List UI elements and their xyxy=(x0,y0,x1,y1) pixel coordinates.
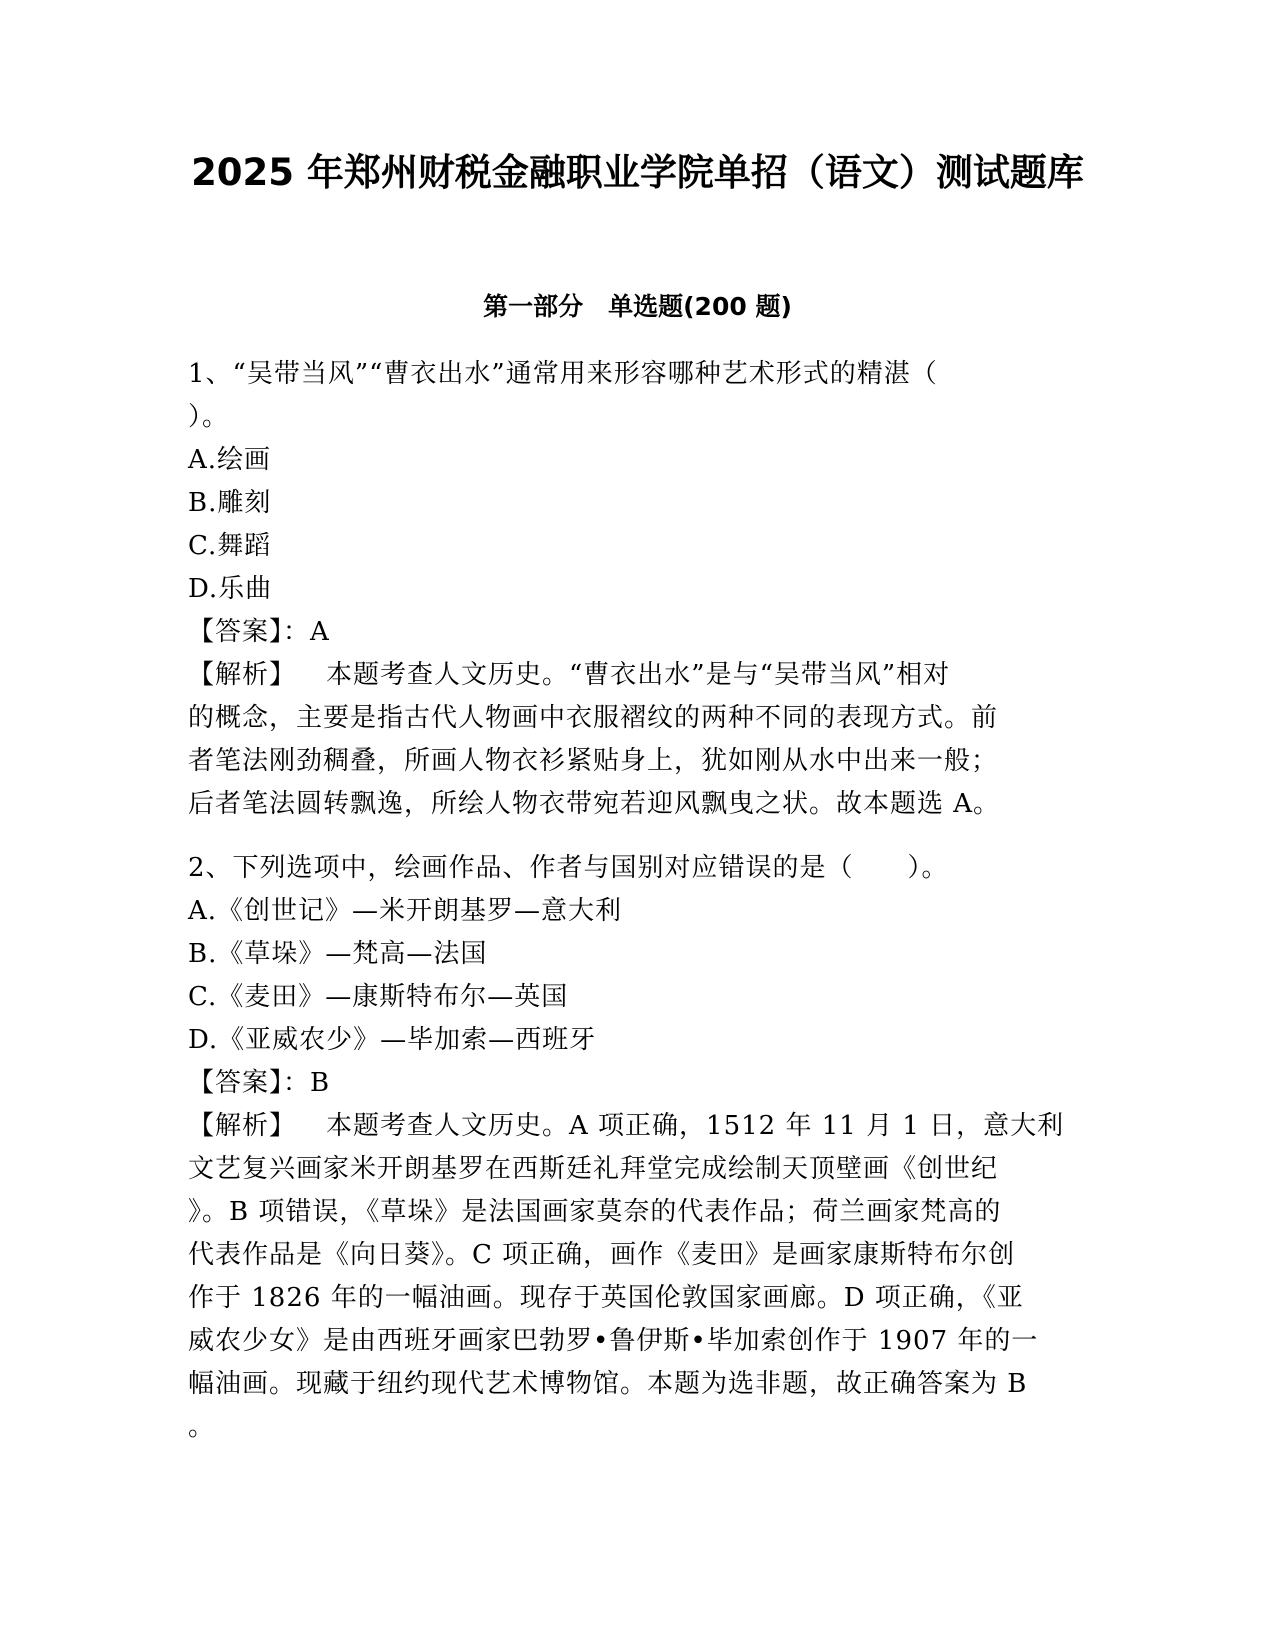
question-2-analysis-line-4: 代表作品是《向日葵》。C 项正确，画作《麦田》是画家康斯特布尔创 xyxy=(188,1240,1016,1270)
question-1-option-b: B.雕刻 xyxy=(188,488,272,518)
analysis-label: 【解析】 xyxy=(188,1111,297,1141)
answer-label: 【答案】： xyxy=(188,617,311,647)
answer-value: A xyxy=(310,617,330,647)
question-2-analysis-line-8: 。 xyxy=(188,1412,216,1442)
question-2 xyxy=(188,847,1088,1449)
question-2-stem-line-1: 2、下列选项中，绘画作品、作者与国别对应错误的是（ ）。 xyxy=(188,853,949,883)
question-2-analysis-line-7: 幅油画。现藏于纽约现代艺术博物馆。本题为选非题，故正确答案为 B xyxy=(188,1369,1028,1399)
question-1-option-c: C.舞蹈 xyxy=(188,531,272,561)
question-1-option-a: A.绘画 xyxy=(188,445,272,475)
question-2-analysis-line-1 xyxy=(188,1105,1088,1148)
question-1-option-d: D.乐曲 xyxy=(188,574,273,604)
question-spacer xyxy=(188,826,1088,847)
section-title: 第一部分 单选题(200 题) xyxy=(483,292,792,321)
question-1-stem-line-1: 1、“吴带当风”“曹衣出水”通常用来形容哪种艺术形式的精湛（ xyxy=(188,359,938,389)
question-2-analysis-line-6: 威农少女》是由西班牙画家巴勃罗•鲁伊斯•毕加索创作于 1907 年的一 xyxy=(188,1326,1039,1356)
question-2-answer xyxy=(188,1062,1088,1105)
question-list xyxy=(188,353,1088,1449)
question-2-analysis-line-3: 》。B 项错误，《草垛》是法国画家莫奈的代表作品；荷兰画家梵高的 xyxy=(188,1197,1002,1227)
question-2-option-d: D.《亚威农少》—毕加索—西班牙 xyxy=(188,1025,597,1055)
question-1-answer xyxy=(188,611,1088,654)
question-2-option-b: B.《草垛》—梵高—法国 xyxy=(188,939,488,969)
question-1-analysis-line-4: 后者笔法圆转飘逸，所绘人物衣带宛若迎风飘曳之状。故本题选 A。 xyxy=(188,789,1001,819)
analysis-text: 本题考查人文历史。A 项正确，1512 年 11 月 1 日，意大利 xyxy=(326,1111,1065,1141)
answer-label: 【答案】： xyxy=(188,1068,311,1098)
question-1-analysis-line-1 xyxy=(188,654,1088,697)
answer-value: B xyxy=(310,1068,331,1098)
analysis-text: 本题考查人文历史。“曹衣出水”是与“吴带当风”相对 xyxy=(326,660,951,690)
question-1-analysis-line-2: 的概念，主要是指古代人物画中衣服褶纹的两种不同的表现方式。前 xyxy=(188,703,999,733)
question-2-analysis-line-2: 文艺复兴画家米开朗基罗在西斯廷礼拜堂完成绘制天顶壁画《创世纪 xyxy=(188,1154,999,1184)
question-1-analysis-line-3: 者笔法刚劲稠叠，所画人物衣衫紧贴身上，犹如刚从水中出来一般； xyxy=(188,746,999,776)
question-1 xyxy=(188,353,1088,826)
question-1-stem-line-2: ）。 xyxy=(188,402,230,432)
question-2-option-a: A.《创世记》—米开朗基罗—意大利 xyxy=(188,896,623,926)
question-2-analysis-line-5: 作于 1826 年的一幅油画。现存于英国伦敦国家画廊。D 项正确，《亚 xyxy=(188,1283,1024,1313)
document-title: 2025 年郑州财税金融职业学院单招（语文）测试题库 xyxy=(191,151,1084,194)
question-2-option-c: C.《麦田》—康斯特布尔—英国 xyxy=(188,982,569,1012)
analysis-label: 【解析】 xyxy=(188,660,297,690)
